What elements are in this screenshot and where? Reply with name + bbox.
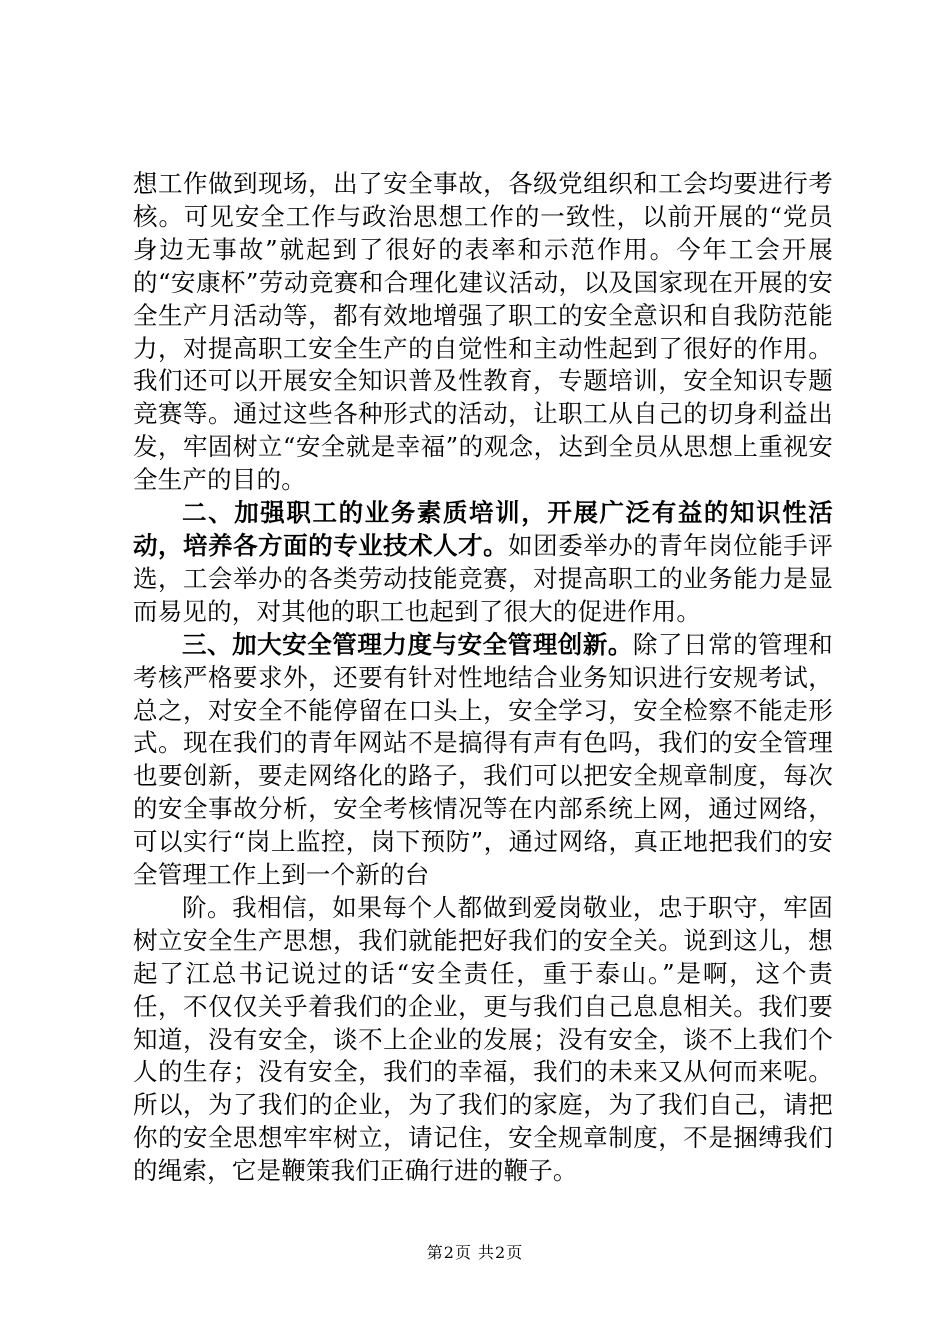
section-heading: 二、加强职工的业务素质培训，开展广泛有益的知识性活动，培养各方面的专业技术人才。 [133,498,833,560]
paragraph-continuation [133,168,833,497]
page-footer [0,1243,950,1263]
paragraph-section-two [133,497,833,629]
document-body [133,168,833,1188]
paragraph-text: 想工作做到现场，出了安全事故，各级党组织和工会均要进行考核。可见安全工作与政治思想工作的一致性，以前开展的“党员身边无事故”就起到了很好的表率和示范作用。今年工会开展的“安康杯”劳动竞赛和合理化建议活动，以及国家现在开展的安全生产月活动等，都有效地增强了职工的安全意识和自我防范能力，对提高职工安全生产的自觉性和主动性起到了很好的作用。我们还可以开展安全知识普及性教育，专题培训，安全知识专题竞赛等。通过这些各种形式的活动，让职工从自己的切身利益出发，牢固树立“安全就是幸福”的观念，达到全员从思想上重视安全生产的目的。 [133,169,833,495]
paragraph-text: 阶。我相信，如果每个人都做到爱岗敬业，忠于职守，牢固树立安全生产思想，我们就能把好我们的安全关。说到这儿，想起了江总书记说过的话“安全责任，重于泰山。”是啊，这个责任，不仅仅关乎着我们的企业，更与我们自己息息相关。我们要知道，没有安全，谈不上企业的发展；没有安全，谈不上我们个人的生存；没有安全，我们的幸福，我们的未来又从何而来呢。所以，为了我们的企业，为了我们的家庭，为了我们自己，请把你的安全思想牢牢树立，请记住，安全规章制度，不是捆缚我们的绳索，它是鞭策我们正确行进的鞭子。 [133,892,833,1186]
page-number: 第2页 共2页 [426,1243,524,1262]
paragraph-section-three [133,629,833,892]
paragraph-text: 除了日常的管理和考核严格要求外，还要有针对性地结合业务知识进行安规考试，总之，对安全不能停留在口头上，安全学习，安全检察不能走形式。现在我们的青年网站不是搞得有声有色吗，我们的安全管理也要创新，要走网络化的路子，我们可以把安全规章制度，每次的安全事故分析，安全考核情况等在内部系统上网，通过网络，可以实行“岗上监控，岗下预防”，通过网络，真正地把我们的安全管理工作上到一个新的台 [133,629,833,890]
paragraph-text: 如团委举办的青年岗位能手评选，工会举办的各类劳动技能竞赛，对提高职工的业务能力是显而易见的，对其他的职工也起到了很大的促进作用。 [133,530,833,626]
paragraph-closing [133,892,833,1188]
section-heading: 三、加大安全管理力度与安全管理创新。 [182,629,633,659]
